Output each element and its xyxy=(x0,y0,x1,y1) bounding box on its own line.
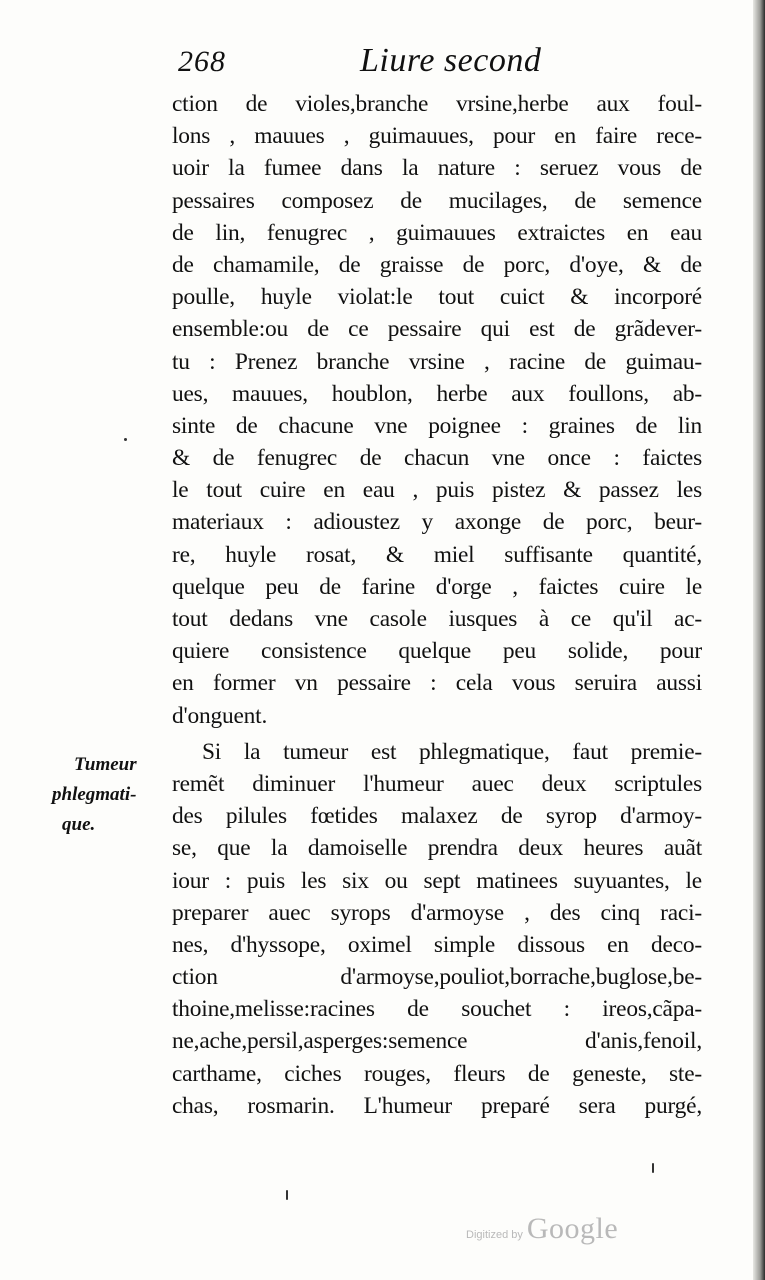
text-line: ensemble:ou de ce pessaire qui est de grãdever- xyxy=(172,316,702,343)
text-line: Si la tumeur est phlegmatique, faut premie- xyxy=(202,738,702,765)
text-line: de chamamile, de graisse de porc, d'oye, & de xyxy=(172,251,702,278)
page-edge-shadow xyxy=(753,0,765,1280)
digitized-watermark xyxy=(466,1212,618,1246)
text-line: & de fenugrec de chacun vne once : faictes xyxy=(172,445,702,472)
margin-note xyxy=(52,750,172,840)
margin-note-line: phlegmati- xyxy=(52,784,137,805)
text-line: chas, rosmarin. L'humeur preparé sera purgé, xyxy=(172,1092,702,1119)
text-line: sinte de chacune vne poignee : graines de lin xyxy=(172,412,702,439)
text-line: ction d'armoyse,pouliot,borrache,buglose,be- xyxy=(172,964,702,991)
text-line: re, huyle rosat, & miel suffisante quantité, xyxy=(172,541,702,568)
page-header xyxy=(178,42,698,82)
text-line: thoine,melisse:racines de souchet : ireos,cãpa- xyxy=(172,996,702,1023)
ink-speck xyxy=(286,1190,288,1200)
text-line: tu : Prenez branche vrsine , racine de guimau- xyxy=(172,348,702,375)
text-line: carthame, ciches rouges, fleurs de geneste, ste- xyxy=(172,1060,702,1087)
watermark-prefix: Digitized by xyxy=(466,1229,523,1241)
text-line: poulle, huyle violat:le tout cuict & incorporé xyxy=(172,284,702,311)
text-line: de lin, fenugrec , guimauues extraictes en eau xyxy=(172,219,702,246)
text-line: d'onguent. xyxy=(172,702,268,729)
text-line: preparer auec syrops d'armoyse , des cinq raci- xyxy=(172,899,702,926)
text-line: uoir la fumee dans la nature : seruez vous de xyxy=(172,155,702,182)
main-text xyxy=(172,88,702,1122)
text-line: en former vn pessaire : cela vous seruira aussi xyxy=(172,670,702,697)
text-line: le tout cuire en eau , puis pistez & passez les xyxy=(172,477,702,504)
margin-note-line: que. xyxy=(62,814,96,835)
text-line: remẽt diminuer l'humeur auec deux scriptules xyxy=(172,770,702,797)
text-line: iour : puis les six ou sept matinees suyuantes, le xyxy=(172,867,702,894)
page-number: 268 xyxy=(178,45,226,78)
text-line: pessaires composez de mucilages, de semence xyxy=(172,187,702,214)
ink-speck xyxy=(124,438,127,441)
text-line: nes, d'hyssope, oximel simple dissous en deco- xyxy=(172,931,702,958)
text-line: ues, mauues, houblon, herbe aux foullons, ab- xyxy=(172,380,702,407)
text-line: des pilules fœtides malaxez de syrop d'armoy- xyxy=(172,803,702,830)
text-line: ction de violes,branche vrsine,herbe aux foul- xyxy=(172,91,702,117)
text-line: se, que la damoiselle prendra deux heures auãt xyxy=(172,835,702,862)
text-line: lons , mauues , guimauues, pour en faire rece- xyxy=(172,123,702,150)
text-line: tout dedans vne casole iusques à ce qu'il ac- xyxy=(172,606,702,632)
running-head: Liure second xyxy=(360,42,542,79)
google-logo: Google xyxy=(526,1212,619,1245)
text-line: materiaux : adioustez y axonge de porc, beur- xyxy=(172,509,702,536)
text-line: quiere consistence quelque peu solide, pour xyxy=(172,638,702,665)
ink-speck xyxy=(652,1163,654,1173)
text-line: ne,ache,persil,asperges:semence d'anis,fenoil, xyxy=(172,1028,702,1055)
text-line: quelque peu de farine d'orge , faictes cuire le xyxy=(172,573,702,600)
margin-note-line: Tumeur xyxy=(74,754,137,775)
